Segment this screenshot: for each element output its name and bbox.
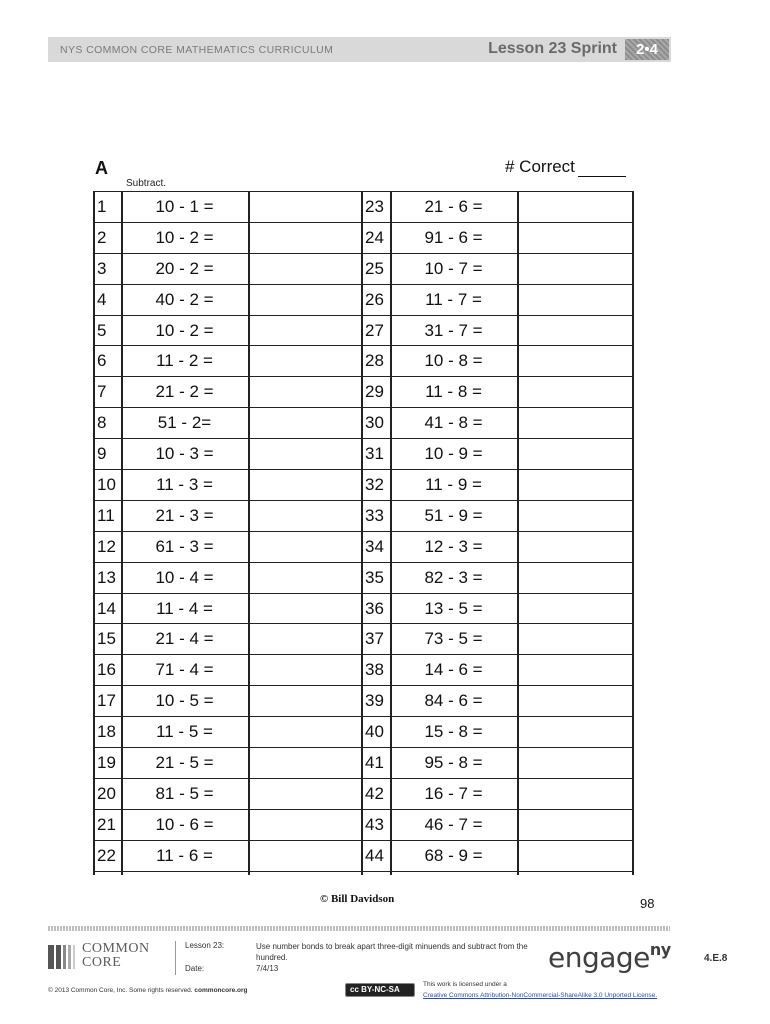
problem-number: 20 — [97, 783, 116, 803]
problem-text: 82 - 3 = — [424, 567, 483, 587]
table-row — [93, 686, 633, 717]
problem-number: 26 — [365, 289, 384, 309]
creative-commons-badge-icon: cc BY-NC-SA — [345, 983, 415, 997]
answer-box[interactable] — [248, 223, 361, 253]
answer-box[interactable] — [517, 316, 633, 346]
problem-text: 11 - 4 = — [156, 598, 213, 618]
table-row — [93, 748, 633, 779]
problem-number: 27 — [365, 320, 384, 340]
table-row — [93, 346, 633, 377]
problem-text: 84 - 6 = — [424, 691, 483, 711]
problem-text: 21 - 3 = — [155, 505, 214, 525]
answer-box[interactable] — [248, 748, 361, 778]
table-divider — [361, 191, 363, 875]
table-row — [93, 655, 633, 686]
answer-box[interactable] — [517, 717, 633, 747]
problem-text: 81 - 5 = — [155, 783, 214, 803]
answer-box[interactable] — [517, 624, 633, 654]
problem-text: 10 - 3 = — [155, 444, 214, 464]
table-row — [93, 779, 633, 810]
problem-text: 10 - 2 = — [155, 320, 214, 340]
problem-text: 10 - 8 = — [424, 351, 483, 371]
problem-text: 11 - 9 = — [425, 475, 482, 495]
answer-box[interactable] — [517, 377, 633, 407]
footer-divider — [48, 926, 670, 931]
problem-number: 38 — [365, 660, 384, 680]
answer-box[interactable] — [248, 439, 361, 469]
problem-text: 68 - 9 = — [424, 845, 483, 865]
answer-box[interactable] — [517, 841, 633, 871]
answer-box[interactable] — [517, 223, 633, 253]
problem-number: 41 — [365, 753, 384, 773]
table-divider — [390, 191, 392, 875]
answer-box[interactable] — [248, 624, 361, 654]
problem-text: 51 - 9 = — [424, 505, 483, 525]
problem-number: 36 — [365, 598, 384, 618]
problem-number: 37 — [365, 629, 384, 649]
problem-text: 46 - 7 = — [424, 814, 483, 834]
table-row — [93, 841, 633, 872]
table-row — [93, 223, 633, 254]
page-number: 98 — [640, 896, 655, 911]
table-row — [93, 594, 633, 625]
page-header — [48, 37, 671, 62]
answer-box[interactable] — [248, 810, 361, 840]
problem-number: 23 — [365, 197, 384, 216]
answer-box[interactable] — [248, 841, 361, 871]
problem-number: 10 — [97, 475, 116, 495]
problem-number: 2 — [97, 227, 107, 247]
problem-text: 61 - 3 = — [155, 536, 214, 556]
problem-table — [93, 191, 633, 872]
answer-box[interactable] — [248, 470, 361, 500]
problem-number: 9 — [97, 444, 107, 464]
table-divider — [517, 191, 519, 875]
lesson-title: Lesson 23 Sprint — [488, 40, 617, 57]
problem-text: 21 - 2 = — [155, 382, 214, 402]
problem-number: 43 — [365, 814, 384, 834]
problem-number: 7 — [97, 382, 107, 402]
table-row — [93, 285, 633, 316]
table-row — [93, 316, 633, 347]
instruction-text: Subtract. — [126, 178, 167, 189]
answer-box[interactable] — [517, 748, 633, 778]
license-link[interactable]: Creative Commons Attribution-NonCommercial-ShareAlike 3.0 Unported License. — [423, 992, 658, 999]
answer-box[interactable] — [248, 192, 361, 222]
table-row — [93, 439, 633, 470]
problem-text: 11 - 6 = — [156, 845, 213, 865]
problem-number: 22 — [97, 845, 116, 865]
table-row — [93, 810, 633, 841]
engageny-logo: engage$^{ny}$ — [548, 940, 671, 974]
answer-box[interactable] — [248, 686, 361, 716]
footer-separator — [175, 941, 176, 975]
problem-text: 15 - 8 = — [424, 722, 483, 742]
common-core-logo-text: COMMON CORE — [82, 941, 150, 970]
answer-box[interactable] — [517, 501, 633, 531]
problem-text: 40 - 2 = — [155, 289, 214, 309]
answer-box[interactable] — [517, 192, 633, 222]
answer-box[interactable] — [517, 563, 633, 593]
table-row — [93, 532, 633, 563]
curriculum-title: NYS COMMON CORE MATHEMATICS CURRICULUM — [60, 44, 334, 56]
answer-box[interactable] — [248, 346, 361, 376]
problem-number: 18 — [97, 722, 116, 742]
answer-box[interactable] — [248, 316, 361, 346]
table-divider — [121, 191, 123, 875]
answer-box[interactable] — [517, 532, 633, 562]
problem-number: 4 — [97, 289, 107, 309]
answer-box[interactable] — [517, 408, 633, 438]
problem-text: 73 - 5 = — [424, 629, 483, 649]
problem-number: 24 — [365, 227, 384, 247]
problem-text: 20 - 2 = — [155, 258, 214, 278]
answer-box[interactable] — [517, 686, 633, 716]
common-core-logo-icon — [48, 945, 78, 969]
problem-number: 44 — [365, 845, 384, 865]
problem-text: 16 - 7 = — [424, 783, 483, 803]
table-row — [93, 470, 633, 501]
answer-box[interactable] — [248, 717, 361, 747]
problem-number: 30 — [365, 413, 384, 433]
table-row — [93, 377, 633, 408]
license-notice: This work is licensed under a Creative Commons Attribution-NonCommercial-ShareAlike 3.0 Unported License. — [423, 981, 658, 999]
answer-box[interactable] — [517, 594, 633, 624]
table-row — [93, 624, 633, 655]
grade-module-badge: 2•4 — [625, 39, 669, 60]
problem-number: 17 — [97, 691, 116, 711]
problem-text: 13 - 5 = — [424, 598, 483, 618]
answer-box[interactable] — [248, 532, 361, 562]
answer-box[interactable] — [248, 501, 361, 531]
problem-number: 39 — [365, 691, 384, 711]
problem-text: 41 - 8 = — [424, 413, 483, 433]
problem-number: 28 — [365, 351, 384, 371]
copyright-notice: © 2013 Common Core, Inc. Some rights reserved. commoncore.org — [48, 987, 248, 994]
problem-text: 21 - 6 = — [424, 197, 483, 216]
problem-number: 35 — [365, 567, 384, 587]
problem-text: 10 - 4 = — [155, 567, 214, 587]
problem-number: 42 — [365, 783, 384, 803]
problem-number: 25 — [365, 258, 384, 278]
problem-number: 29 — [365, 382, 384, 402]
table-row — [93, 717, 633, 748]
problem-number: 11 — [97, 505, 115, 525]
answer-box[interactable] — [517, 810, 633, 840]
problem-number: 12 — [97, 536, 116, 556]
answer-box[interactable] — [517, 346, 633, 376]
sprint-letter: A — [95, 158, 108, 178]
problem-text: 10 - 9 = — [424, 444, 483, 464]
problem-number: 32 — [365, 475, 384, 495]
correct-label: # Correct — [505, 157, 575, 176]
lesson-label: Lesson 23: — [185, 941, 225, 950]
table-border-right — [632, 191, 634, 875]
answer-box[interactable] — [517, 285, 633, 315]
problem-text: 11 - 5 = — [156, 722, 213, 742]
answer-box[interactable] — [517, 779, 633, 809]
answer-box[interactable] — [248, 408, 361, 438]
problem-text: 71 - 4 = — [155, 660, 214, 680]
answer-box[interactable] — [517, 254, 633, 284]
problem-text: 10 - 2 = — [155, 227, 214, 247]
lesson-date: 7/4/13 — [256, 964, 279, 973]
table-divider — [248, 191, 250, 875]
table-row — [93, 254, 633, 285]
problem-number: 40 — [365, 722, 384, 742]
date-label: Date: — [185, 964, 205, 973]
problem-text: 21 - 4 = — [155, 629, 214, 649]
problem-text: 95 - 8 = — [424, 753, 483, 773]
answer-box[interactable] — [517, 470, 633, 500]
lesson-description: Use number bonds to break apart three-digit minuends and subtract from the hundred. — [256, 942, 528, 962]
answer-box[interactable] — [248, 655, 361, 685]
problem-text: 11 - 3 = — [156, 475, 213, 495]
problem-number: 16 — [97, 660, 116, 680]
answer-box[interactable] — [248, 377, 361, 407]
problem-text: 12 - 3 = — [424, 536, 483, 556]
problem-number: 34 — [365, 536, 384, 556]
answer-box[interactable] — [248, 594, 361, 624]
problem-text: 10 - 6 = — [155, 814, 214, 834]
table-row — [93, 563, 633, 594]
problem-number: 3 — [97, 258, 107, 278]
problem-text: 51 - 2= — [157, 413, 212, 433]
correct-count — [505, 157, 626, 177]
problem-number: 31 — [365, 444, 384, 464]
problem-number: 19 — [97, 753, 116, 773]
problem-text: 14 - 6 = — [424, 660, 483, 680]
problem-text: 10 - 7 = — [424, 258, 483, 278]
table-row — [93, 501, 633, 532]
problem-number: 21 — [97, 814, 116, 834]
answer-box[interactable] — [517, 655, 633, 685]
page-code: 4.E.8 — [704, 953, 728, 964]
copyright-credit: © Bill Davidson — [320, 893, 395, 905]
problem-number: 33 — [365, 505, 384, 525]
problem-text: 91 - 6 = — [424, 227, 483, 247]
problem-text: 11 - 7 = — [425, 289, 482, 309]
answer-box[interactable] — [248, 563, 361, 593]
problem-text: 10 - 1 = — [155, 197, 214, 216]
problem-text: 21 - 5 = — [155, 753, 214, 773]
problem-number: 5 — [97, 320, 107, 340]
problem-number: 8 — [97, 413, 107, 433]
answer-box[interactable] — [248, 779, 361, 809]
table-row — [93, 192, 633, 223]
answer-box[interactable] — [248, 254, 361, 284]
answer-box[interactable] — [517, 439, 633, 469]
problem-text: 31 - 7 = — [424, 320, 483, 340]
problem-number: 1 — [97, 197, 107, 216]
problem-number: 13 — [97, 567, 116, 587]
problem-number: 15 — [97, 629, 116, 649]
problem-text: 10 - 5 = — [155, 691, 214, 711]
problem-text: 11 - 2 = — [156, 351, 213, 371]
table-row — [93, 408, 633, 439]
problem-number: 6 — [97, 351, 107, 371]
table-border-left — [93, 191, 95, 875]
answer-box[interactable] — [248, 285, 361, 315]
problem-number: 14 — [97, 598, 116, 618]
problem-text: 11 - 8 = — [425, 382, 482, 402]
correct-blank — [578, 161, 626, 177]
